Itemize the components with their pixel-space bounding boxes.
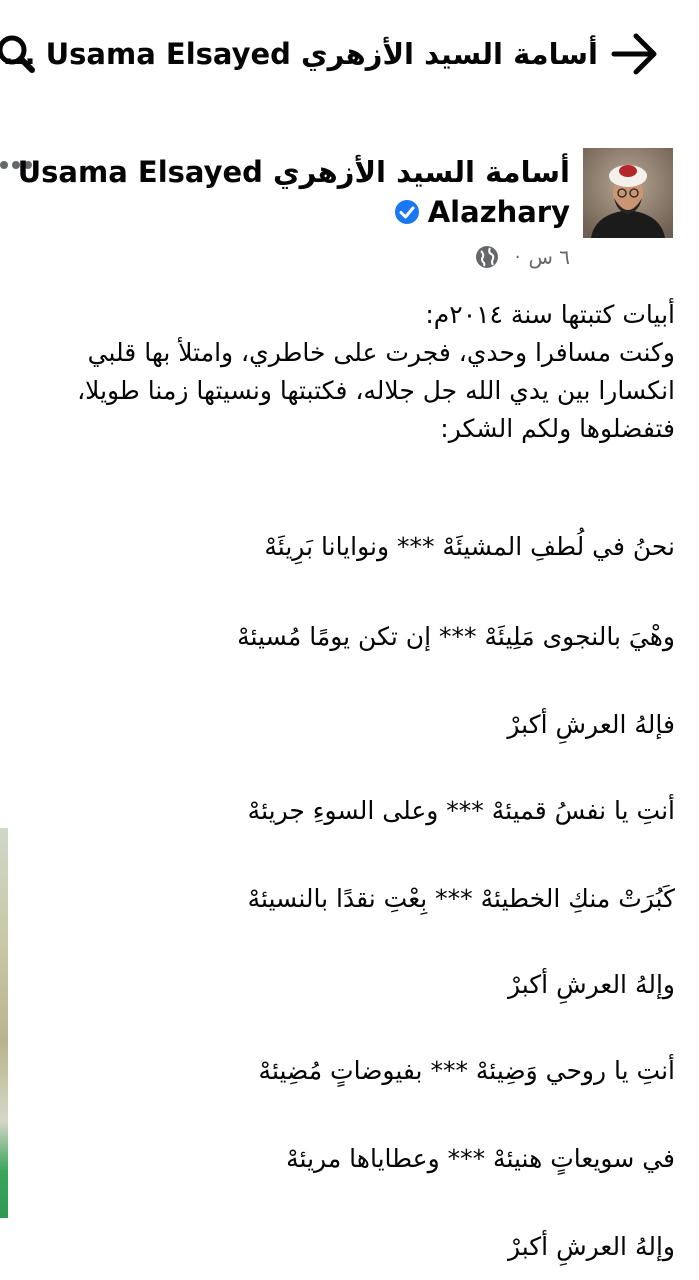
page-title-text: أسامة السيد الأزهري Usama Elsayed ... <box>2 37 598 71</box>
back-arrow-icon[interactable] <box>604 26 664 82</box>
page-title <box>2 30 598 78</box>
post-time[interactable]: ٦ س <box>528 245 570 269</box>
meta-separator: · <box>514 246 521 268</box>
author-name-line2: Alazhary <box>427 195 570 229</box>
author-name-continued[interactable] <box>300 190 570 234</box>
intro-line: وكنت مسافرا وحدي، فجرت على خاطري، وامتلأ بها قلبي <box>87 338 675 367</box>
poem-refrain: وإلهُ العرشِ أكبرْ <box>507 970 675 999</box>
intro-line: أبيات كتبتها سنة ٢٠١٤م: <box>425 300 675 329</box>
poem-verse: في سويعاتٍ هنيئهْ *** وعطاياها مريئهْ <box>286 1144 675 1173</box>
poem-refrain: فإلهُ العرشِ أكبرْ <box>507 710 675 739</box>
post-text <box>0 296 675 448</box>
adjacent-image-edge[interactable] <box>0 828 8 1218</box>
intro-line: فتفضلوها ولكم الشكر: <box>440 414 675 443</box>
author-name[interactable]: أسامة السيد الأزهري Usama Elsayed <box>17 155 570 189</box>
poem-verse: نحنُ في لُطفِ المشيئَهْ *** ونوايانا بَرِيئَهْ <box>264 532 675 561</box>
poem-verse: أنتِ يا نفسُ قميئهْ *** وعلى السوءِ جريئهْ <box>247 796 675 825</box>
poem-refrain: وإلهُ العرشِ أكبرْ <box>507 1232 675 1261</box>
globe-icon <box>475 245 499 269</box>
poem-verse: وهْيَ بالنجوى مَلِيئَهْ *** إن تكن يومًا مُسيئهْ <box>237 622 675 651</box>
poem-verse: كَبُرَتْ منكِ الخطيئهْ *** بِعْتِ نقدًا بالنسيئهْ <box>247 884 675 913</box>
intro-line: انكسارا بين يدي الله جل جلاله، فكتبتها ونسيتها زمنا طويلا، <box>77 376 675 405</box>
poem-verse: أنتِ يا روحي وَضِيئهْ *** بفيوضاتٍ مُضِيئهْ <box>258 1056 675 1085</box>
avatar[interactable] <box>583 148 673 238</box>
post-meta <box>400 240 570 274</box>
top-bar <box>0 0 699 108</box>
verified-badge-icon <box>394 199 420 225</box>
